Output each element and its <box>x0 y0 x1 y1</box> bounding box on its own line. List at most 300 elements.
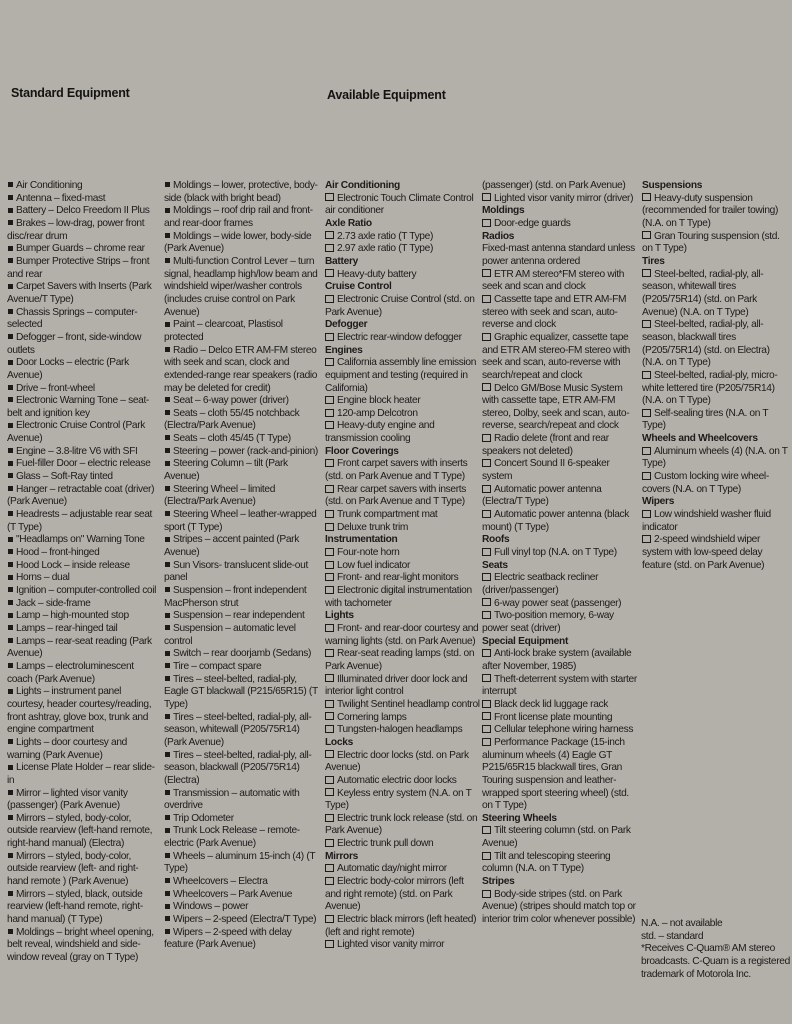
option-item <box>482 851 638 876</box>
checkbox-square-icon <box>325 561 334 569</box>
option-item <box>325 509 481 522</box>
standard-item <box>7 218 159 243</box>
option-item-text: Heavy-duty engine and transmission cooling <box>325 420 435 445</box>
option-item-text: Black deck lid luggage rack <box>494 698 608 710</box>
checkbox-square-icon <box>482 674 491 682</box>
standard-item <box>164 408 320 433</box>
option-item-text: Electric black mirrors (left heated) (left and right remote) <box>325 914 477 938</box>
category-heading <box>325 218 481 231</box>
standard-item <box>164 648 320 661</box>
option-item <box>325 838 481 851</box>
bullet-square-icon <box>8 246 13 251</box>
standard-item <box>164 484 320 509</box>
note-text-content: Fixed-mast antenna standard unless power antenna ordered <box>482 243 635 267</box>
standard-item-text: Lights – instrument panel courtesy, header courtesy/reading, front ashtray, glove box, trunk and engine compartment <box>7 686 152 736</box>
checkbox-square-icon <box>642 535 651 543</box>
standard-item-text: Seats – cloth 55/45 notchback (Electra/Park Avenue) <box>164 407 300 432</box>
standard-item-text: Wheelcovers – Electra <box>173 876 268 888</box>
option-item-text: Full vinyl top (N.A. on T Type) <box>494 547 617 559</box>
option-item <box>325 712 481 725</box>
standard-item-text: Chassis Springs – computer-selected <box>7 306 138 331</box>
bullet-square-icon <box>8 739 13 744</box>
standard-item-text: Wheels – aluminum 15-inch (4) (T Type) <box>164 850 316 875</box>
standard-item <box>164 712 320 750</box>
checkbox-square-icon <box>642 510 651 518</box>
standard-item <box>7 332 159 357</box>
checkbox-square-icon <box>482 269 491 277</box>
bullet-square-icon <box>165 258 170 263</box>
standard-item <box>7 623 159 636</box>
standard-item <box>7 598 159 611</box>
option-item-text: Heavy-duty battery <box>337 268 417 280</box>
category-label: Stripes <box>482 876 515 888</box>
option-item-text: 2.73 axle ratio (T Type) <box>337 230 433 242</box>
category-label: Special Equipment <box>482 635 569 647</box>
standard-item <box>164 231 320 256</box>
bullet-square-icon <box>165 891 170 896</box>
checkbox-square-icon <box>325 864 334 872</box>
footnote: std. – standard <box>641 930 704 942</box>
option-item-text: Electronic Cruise Control (std. on Park Avenue) <box>325 293 475 318</box>
standard-item <box>7 509 159 534</box>
footnote: *Receives C-Quam® AM stereo broadcasts. C-Quam is a registered trademark of Motorola Inc. <box>641 943 790 980</box>
checkbox-square-icon <box>325 409 334 417</box>
standard-item-text: Transmission – automatic with overdrive <box>164 787 300 812</box>
bullet-square-icon <box>8 689 13 694</box>
standard-item-text: Steering Column – tilt (Park Avenue) <box>164 458 288 483</box>
option-item <box>482 509 638 534</box>
option-item-text: Cassette tape and ETR AM-FM stereo with seek and scan, auto-reverse and clock <box>482 293 627 331</box>
standard-item <box>7 357 159 382</box>
option-item <box>325 648 481 673</box>
category-label: Floor Coverings <box>325 445 399 457</box>
bullet-square-icon <box>8 613 13 618</box>
category-label: Mirrors <box>325 850 358 862</box>
checkbox-square-icon <box>325 700 334 708</box>
bullet-square-icon <box>165 929 170 934</box>
standard-item <box>7 395 159 420</box>
option-item-text: Steel-belted, radial-ply, all-season, whitewall tires (P205/75R14) (std. on Park Avenue) (N.A. on T Type) <box>642 268 764 318</box>
standard-item-text: Trunk Lock Release – remote-electric (Park Avenue) <box>164 825 300 850</box>
standard-item <box>7 813 159 851</box>
option-item <box>642 370 790 408</box>
checkbox-square-icon <box>482 193 491 201</box>
standard-item <box>7 572 159 585</box>
checkbox-square-icon <box>325 459 334 467</box>
bullet-square-icon <box>8 208 13 213</box>
option-item <box>325 408 481 421</box>
standard-item <box>7 484 159 509</box>
checkbox-square-icon <box>482 725 491 733</box>
standard-item-text: Brakes – low-drag, power front disc/rear drum <box>7 217 145 242</box>
bullet-square-icon <box>165 714 170 719</box>
bullet-square-icon <box>8 220 13 225</box>
checkbox-square-icon <box>325 485 334 493</box>
checkbox-square-icon <box>325 725 334 733</box>
standard-item <box>7 446 159 459</box>
checkbox-square-icon <box>642 371 651 379</box>
bullet-square-icon <box>8 397 13 402</box>
standard-item-text: Tires – steel-belted, radial-ply, all-season, blackwall (P205/75R14) (Electra) <box>164 749 312 786</box>
bullet-square-icon <box>165 486 170 491</box>
checkbox-square-icon <box>642 320 651 328</box>
option-item <box>325 332 481 345</box>
standard-item-text: Moldings – roof drip rail and front- and rear-door frames <box>164 205 313 229</box>
bullet-square-icon <box>8 448 13 453</box>
bullet-square-icon <box>8 195 13 200</box>
option-item <box>482 674 638 699</box>
bullet-square-icon <box>165 435 170 440</box>
option-item-text: Front- and rear-light monitors <box>337 572 459 584</box>
option-item <box>325 939 481 952</box>
standard-item-text: Sun Visors- translucent slide-out panel <box>164 559 308 584</box>
checkbox-square-icon <box>482 738 491 746</box>
standard-item-text: Hanger – retractable coat (driver) (Park Avenue) <box>7 483 155 508</box>
option-item <box>642 269 790 320</box>
bullet-square-icon <box>165 322 170 327</box>
option-item-text: Door-edge guards <box>494 217 571 229</box>
category-label: Engines <box>325 344 363 356</box>
option-item-text: Graphic equalizer, cassette tape and ETR AM stereo-FM stereo with seek and scan, auto-reverse with search/repeat and clock <box>482 331 630 381</box>
option-item-text: Heavy-duty suspension (recommended for trailer towing) (N.A. on T Type) <box>642 192 779 229</box>
available-column-1 <box>325 180 481 952</box>
standard-item-text: Bumper Guards – chrome rear <box>16 243 145 255</box>
option-item-text: Lighted visor vanity mirror <box>337 939 445 951</box>
checkbox-square-icon <box>642 447 651 455</box>
category-heading <box>325 319 481 332</box>
option-item-text: Electric body-color mirrors (left and right remote) (std. on Park Avenue) <box>325 876 464 913</box>
standard-item <box>7 534 159 547</box>
standard-item-text: Suspension – front independent MacPherson strut <box>164 585 307 609</box>
standard-item <box>164 509 320 534</box>
checkbox-square-icon <box>325 358 334 366</box>
bullet-square-icon <box>165 625 170 630</box>
option-item <box>482 572 638 597</box>
option-item-text: Steel-belted, radial-ply, all-season, blackwall tires (P205/75R14) (std. on Electra) (N.A. on T Type) <box>642 319 770 369</box>
standard-item <box>164 560 320 585</box>
standard-item <box>7 458 159 471</box>
bullet-square-icon <box>165 878 170 883</box>
standard-item <box>164 674 320 712</box>
standard-item <box>7 256 159 281</box>
option-item-text: Front carpet savers with inserts (std. on Park Avenue and T Type) <box>325 458 468 483</box>
option-item-text: Body-side stripes (std. on Park Avenue) (stripes should match top or interior trim color whenever possible) <box>482 888 636 926</box>
standard-item-text: Bumper Protective Strips – front and rear <box>7 255 150 280</box>
checkbox-square-icon <box>325 573 334 581</box>
option-item <box>482 218 638 231</box>
option-item-text: Twilight Sentinel headlamp control <box>337 698 480 710</box>
standard-item <box>164 256 320 319</box>
option-item-text: Custom locking wire wheel-covers (N.A. on T Type) <box>642 471 769 495</box>
standard-item-text: Headrests – adjustable rear seat (T Type) <box>7 509 153 533</box>
standard-item <box>164 825 320 850</box>
bullet-square-icon <box>165 410 170 415</box>
bullet-square-icon <box>165 663 170 668</box>
standard-item-text: Drive – front-wheel <box>16 382 95 394</box>
bullet-square-icon <box>165 828 170 833</box>
option-item <box>482 737 638 813</box>
category-heading <box>325 446 481 459</box>
option-item <box>325 788 481 813</box>
checkbox-square-icon <box>325 586 334 594</box>
standard-item-text: Trip Odometer <box>173 812 234 824</box>
bullet-square-icon <box>8 182 13 187</box>
standard-item <box>7 547 159 560</box>
standard-item-text: Steering Wheel – limited (Electra/Park Avenue) <box>164 483 276 508</box>
bullet-square-icon <box>165 790 170 795</box>
standard-item-text: Wipers – 2-speed (Electra/T Type) <box>173 914 317 926</box>
option-item <box>325 914 481 939</box>
option-item-text: 120-amp Delcotron <box>337 407 418 419</box>
option-item <box>325 560 481 573</box>
checkbox-square-icon <box>642 231 651 239</box>
category-label: Locks <box>325 736 353 748</box>
option-item <box>642 509 790 534</box>
standard-item <box>164 901 320 914</box>
standard-item <box>7 927 159 965</box>
option-item-text: 6-way power seat (passenger) <box>494 597 622 609</box>
bullet-square-icon <box>165 233 170 238</box>
option-item-text: Delco GM/Bose Music System with cassette tape, ETR AM-FM stereo, Dolby, seek and scan, auto-reverse, search/repeat and clock <box>482 382 630 432</box>
standard-column-2 <box>164 180 320 952</box>
standard-item <box>164 750 320 788</box>
standard-item-text: Horns – dual <box>16 572 70 584</box>
bullet-square-icon <box>165 511 170 516</box>
category-label: Steering Wheels <box>482 812 557 824</box>
option-item <box>325 775 481 788</box>
option-item <box>325 585 481 610</box>
bullet-square-icon <box>8 334 13 339</box>
category-label: Suspensions <box>642 180 703 191</box>
note-text-content: (passenger) (std. on Park Avenue) <box>482 180 626 191</box>
option-item-text: Front license plate mounting <box>494 711 613 723</box>
category-label: Defogger <box>325 319 368 331</box>
standard-item-text: Wipers – 2-speed with delay feature (Park Avenue) <box>164 926 292 951</box>
bullet-square-icon <box>8 638 13 643</box>
checkbox-square-icon <box>325 940 334 948</box>
standard-item-text: Steering Wheel – leather-wrapped sport (T Type) <box>164 509 317 533</box>
category-label: Roofs <box>482 534 510 546</box>
checkbox-square-icon <box>325 510 334 518</box>
category-heading <box>325 281 481 294</box>
option-item-text: Low fuel indicator <box>337 559 410 571</box>
standard-item-text: Tire – compact spare <box>173 660 262 672</box>
standard-item <box>164 446 320 459</box>
bullet-square-icon <box>165 752 170 757</box>
bullet-square-icon <box>165 587 170 592</box>
option-item <box>325 876 481 914</box>
category-label: Air Conditioning <box>325 180 400 191</box>
option-item <box>325 243 481 256</box>
option-item-text: Electric trunk pull down <box>337 838 434 850</box>
bullet-square-icon <box>8 625 13 630</box>
standard-item-text: Seat – 6-way power (driver) <box>173 395 289 407</box>
standard-item <box>164 345 320 396</box>
category-heading <box>325 180 481 193</box>
category-heading <box>642 496 790 509</box>
option-item-text: Automatic power antenna (black mount) (T Type) <box>482 509 630 533</box>
option-item-text: California assembly line emission equipment and testing (required in California) <box>325 357 477 394</box>
checkbox-square-icon <box>482 700 491 708</box>
category-label: Radios <box>482 230 515 242</box>
option-item <box>325 547 481 560</box>
option-item-text: Electronic Touch Climate Control air conditioner <box>325 192 474 217</box>
bullet-square-icon <box>165 182 170 187</box>
standard-item <box>164 205 320 230</box>
bullet-square-icon <box>8 473 13 478</box>
category-heading <box>482 534 638 547</box>
standard-item-text: Wheelcovers – Park Avenue <box>173 888 293 900</box>
option-item-text: Self-sealing tires (N.A. on T Type) <box>642 407 769 432</box>
option-item-text: Anti-lock brake system (available after November, 1985) <box>482 648 632 672</box>
standard-item <box>7 661 159 686</box>
category-heading <box>325 345 481 358</box>
category-heading <box>482 636 638 649</box>
option-item <box>325 458 481 483</box>
standard-item-text: Windows – power <box>173 901 249 913</box>
standard-item-text: Suspension – rear independent <box>173 610 305 622</box>
standard-item <box>7 636 159 661</box>
standard-equipment-heading: Standard Equipment <box>11 86 130 100</box>
option-item <box>482 889 638 927</box>
category-label: Lights <box>325 610 354 622</box>
checkbox-square-icon <box>325 712 334 720</box>
bullet-square-icon <box>8 575 13 580</box>
standard-item-text: License Plate Holder – rear slide-in <box>7 762 155 786</box>
option-item <box>642 319 790 370</box>
standard-item-text: Glass – Soft-Ray tinted <box>16 471 113 483</box>
option-item-text: Cellular telephone wiring harness <box>494 724 634 736</box>
option-item <box>482 724 638 737</box>
option-item <box>482 294 638 332</box>
standard-item-text: Mirrors – styled, body-color, outside rearview (left- and right-hand remote ) (Park Avenue) <box>7 850 139 888</box>
standard-item <box>7 737 159 762</box>
standard-item <box>7 420 159 445</box>
bullet-square-icon <box>165 461 170 466</box>
checkbox-square-icon <box>325 396 334 404</box>
option-item <box>325 572 481 585</box>
option-item-text: Concert Sound II 6-speaker system <box>482 458 610 483</box>
option-item-text: Rear-seat reading lamps (std. on Park Avenue) <box>325 648 475 672</box>
bullet-square-icon <box>8 663 13 668</box>
category-label: Wipers <box>642 496 675 508</box>
option-item-text: Keyless entry system (N.A. on T Type) <box>325 787 472 812</box>
bullet-square-icon <box>8 423 13 428</box>
bullet-square-icon <box>165 904 170 909</box>
checkbox-square-icon <box>325 523 334 531</box>
category-label: Instrumentation <box>325 534 398 546</box>
option-item <box>325 231 481 244</box>
standard-item <box>164 585 320 610</box>
option-item <box>482 332 638 383</box>
option-item-text: Electric trunk lock release (std. on Park Avenue) <box>325 812 478 837</box>
standard-item <box>164 395 320 408</box>
standard-item <box>164 534 320 559</box>
standard-item <box>164 623 320 648</box>
bullet-square-icon <box>165 676 170 681</box>
standard-item-text: Carpet Savers with Inserts (Park Avenue/T Type) <box>7 281 152 305</box>
standard-item-text: "Headlamps on" Warning Tone <box>16 534 145 546</box>
standard-item <box>7 281 159 306</box>
checkbox-square-icon <box>482 510 491 518</box>
option-item-text: Gran Touring suspension (std. on T Type) <box>642 230 780 255</box>
checkbox-square-icon <box>325 548 334 556</box>
bullet-square-icon <box>8 790 13 795</box>
category-heading <box>642 180 790 193</box>
bullet-square-icon <box>165 208 170 213</box>
option-item-text: Deluxe trunk trim <box>337 521 409 533</box>
option-item <box>325 863 481 876</box>
option-item-text: Tungsten-halogen headlamps <box>337 724 463 736</box>
bullet-square-icon <box>8 549 13 554</box>
option-item <box>482 547 638 560</box>
standard-item <box>7 889 159 927</box>
standard-item-text: Mirrors – styled, body-color, outside rearview (left-hand remote, right-hand manual) (Electra) <box>7 812 153 850</box>
option-item <box>325 484 481 509</box>
option-item-text: Tilt steering column (std. on Park Avenue) <box>482 825 631 850</box>
option-item <box>482 458 638 483</box>
footnote: N.A. – not available <box>641 918 723 929</box>
option-item <box>482 610 638 635</box>
option-item <box>642 193 790 231</box>
option-item-text: Automatic power antenna (Electra/T Type) <box>482 483 602 508</box>
standard-item <box>7 193 159 206</box>
category-heading <box>482 876 638 889</box>
standard-item-text: Hood – front-hinged <box>16 547 100 559</box>
checkbox-square-icon <box>482 598 491 606</box>
bullet-square-icon <box>8 891 13 896</box>
bullet-square-icon <box>8 600 13 605</box>
standard-item <box>7 762 159 787</box>
option-item-text: Electric seatback recliner (driver/passenger) <box>482 572 599 596</box>
category-heading <box>642 256 790 269</box>
checkbox-square-icon <box>482 890 491 898</box>
checkbox-square-icon <box>325 295 334 303</box>
standard-item-text: Stripes – accent painted (Park Avenue) <box>164 534 299 559</box>
standard-item <box>164 851 320 876</box>
option-item <box>325 357 481 395</box>
standard-item-text: Moldings – bright wheel opening, belt reveal, windshield and side-window reveal (gray on T Type) <box>7 926 154 964</box>
standard-item <box>164 458 320 483</box>
checkbox-square-icon <box>482 295 491 303</box>
standard-item-text: Switch – rear doorjamb (Sedans) <box>173 648 312 660</box>
option-item <box>642 446 790 471</box>
available-column-2 <box>482 180 638 927</box>
category-heading <box>325 610 481 623</box>
checkbox-square-icon <box>482 485 491 493</box>
checkbox-square-icon <box>482 826 491 834</box>
available-equipment-heading: Available Equipment <box>327 88 446 102</box>
option-item-text: Low windshield washer fluid indicator <box>642 509 771 533</box>
option-item-text: Front- and rear-door courtesy and warning lights (std. on Park Avenue) <box>325 622 479 647</box>
standard-item-text: Hood Lock – inside release <box>16 559 130 571</box>
category-label: Cruise Control <box>325 281 392 293</box>
bullet-square-icon <box>8 309 13 314</box>
standard-item-text: Battery – Delco Freedom II Plus <box>16 205 150 217</box>
checkbox-square-icon <box>325 244 334 252</box>
standard-item <box>7 383 159 396</box>
option-item-text: Tilt and telescoping steering column (N.A. on T Type) <box>482 850 611 875</box>
standard-item-text: Electronic Cruise Control (Park Avenue) <box>7 420 145 445</box>
standard-item-text: Suspension – automatic level control <box>164 622 296 647</box>
option-item <box>325 699 481 712</box>
checkbox-square-icon <box>325 839 334 847</box>
checkbox-square-icon <box>642 193 651 201</box>
category-heading <box>482 813 638 826</box>
category-heading <box>325 534 481 547</box>
option-item-text: Aluminum wheels (4) (N.A. on T Type) <box>642 445 788 470</box>
bullet-square-icon <box>8 385 13 390</box>
